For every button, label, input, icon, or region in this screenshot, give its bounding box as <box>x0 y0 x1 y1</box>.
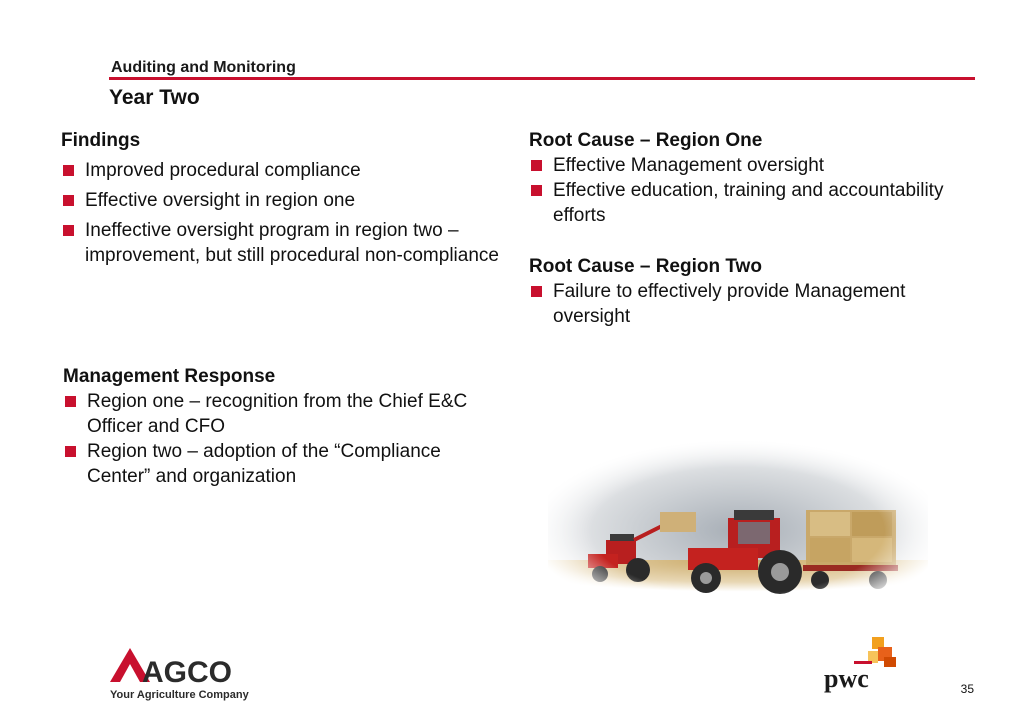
bullet-square-icon <box>531 160 542 171</box>
bullet-square-icon <box>65 446 76 457</box>
list-item <box>63 389 503 439</box>
bullet-square-icon <box>63 225 74 236</box>
agco-logo-icon <box>108 642 268 702</box>
page-number: 35 <box>960 682 974 696</box>
pwc-logo <box>822 633 900 693</box>
header-rule <box>109 77 975 80</box>
slide-title: Year Two <box>109 86 200 109</box>
mgmt-item-1: Region one – recognition from the Chief E&C Officer and CFO <box>87 391 468 437</box>
findings-item-2: Effective oversight in region one <box>85 190 356 211</box>
management-response-section <box>63 365 503 489</box>
slide-kicker: Auditing and Monitoring <box>111 59 296 76</box>
findings-section <box>61 129 501 268</box>
agco-logo <box>108 642 268 702</box>
list-item <box>529 178 969 228</box>
rc2-item-1: Failure to effectively provide Management oversight <box>553 281 906 327</box>
bullet-square-icon <box>531 185 542 196</box>
findings-item-3: Ineffective oversight program in region two – improvement, but still procedural non-compliance <box>85 220 499 266</box>
list-item <box>529 279 969 329</box>
bullet-square-icon <box>531 286 542 297</box>
root-cause-region-one-heading: Root Cause – Region One <box>529 130 763 151</box>
root-cause-region-one-section <box>529 129 969 228</box>
pwc-wordmark: pwc <box>824 664 869 693</box>
rc1-item-1: Effective Management oversight <box>553 155 825 176</box>
pwc-logo-icon <box>822 633 900 693</box>
agco-tagline: Your Agriculture Company <box>110 689 249 701</box>
bullet-square-icon <box>65 396 76 407</box>
list-item <box>529 153 969 178</box>
bullet-square-icon <box>63 195 74 206</box>
list-item <box>61 188 501 213</box>
management-response-heading: Management Response <box>63 366 276 387</box>
mgmt-item-2: Region two – adoption of the “Compliance Center” and organization <box>87 441 441 487</box>
tractors-photo <box>548 440 928 605</box>
findings-heading: Findings <box>61 130 141 151</box>
bullet-square-icon <box>63 165 74 176</box>
agco-wordmark: AGCO <box>142 656 232 689</box>
list-item <box>61 158 501 183</box>
list-item <box>61 218 501 268</box>
root-cause-region-two-section <box>529 255 969 329</box>
rc1-item-2: Effective education, training and accountability efforts <box>553 180 944 226</box>
root-cause-region-two-heading: Root Cause – Region Two <box>529 256 762 277</box>
findings-item-1: Improved procedural compliance <box>85 160 361 181</box>
list-item <box>63 439 503 489</box>
